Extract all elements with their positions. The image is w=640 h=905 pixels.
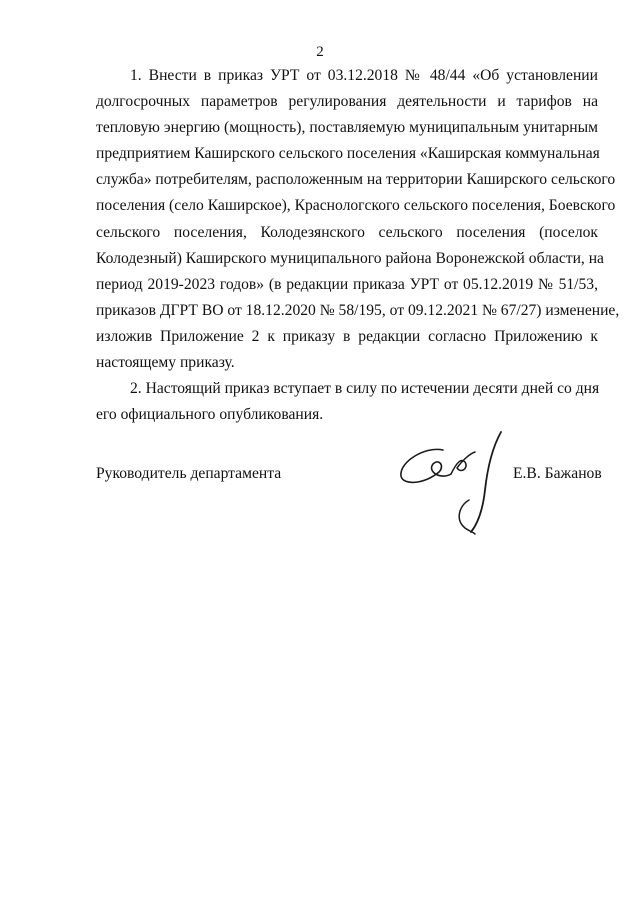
- signatory-position: Руководитель департамента: [96, 465, 282, 482]
- handwritten-signature: [395, 428, 505, 543]
- paragraph-1-line: служба» потребителям, расположенным на территории Каширского сельского: [96, 171, 616, 189]
- paragraph-1-line: тепловую энергию (мощность), поставляемую муниципальным унитарным: [96, 119, 598, 137]
- paragraph-1-line: сельского поселения, Колодезянского сельского поселения (поселок: [96, 223, 598, 241]
- paragraph-1-line: 1. Внести в приказ УРТ от 03.12.2018 № 48/44 «Об установлении: [130, 67, 598, 84]
- paragraph-2-line: 2. Настоящий приказ вступает в силу по истечении десяти дней со дня: [130, 380, 600, 397]
- page-number: 2: [316, 44, 324, 60]
- paragraph-1-line: долгосрочных параметров регулирования деятельности и тарифов на: [96, 93, 598, 111]
- paragraph-2: [96, 376, 598, 428]
- paragraph-1-line: поселения (село Каширское), Краснологского сельского поселения, Боевского: [96, 197, 616, 215]
- paragraph-2-line: его официального опубликования.: [96, 406, 324, 424]
- paragraph-1-line: Колодезный) Каширского муниципального района Воронежской области, на: [96, 249, 604, 267]
- signatory-name: Е.В. Бажанов: [513, 465, 602, 482]
- paragraph-1-line: приказов ДГРТ ВО от 18.12.2020 № 58/195, от 09.12.2021 № 67/27) изменение,: [96, 301, 620, 319]
- paragraph-1-line: изложив Приложение 2 к приказу в редакции согласно Приложению к: [96, 327, 598, 345]
- paragraph-1-line: предприятием Каширского сельского поселения «Каширская коммунальная: [96, 145, 600, 163]
- paragraph-1-line: настоящему приказу.: [96, 354, 235, 372]
- signature-graphic: [395, 428, 505, 538]
- paragraph-1: [96, 63, 620, 376]
- paragraph-1-line: период 2019-2023 годов» (в редакции приказа УРТ от 05.12.2019 № 51/53,: [96, 275, 598, 293]
